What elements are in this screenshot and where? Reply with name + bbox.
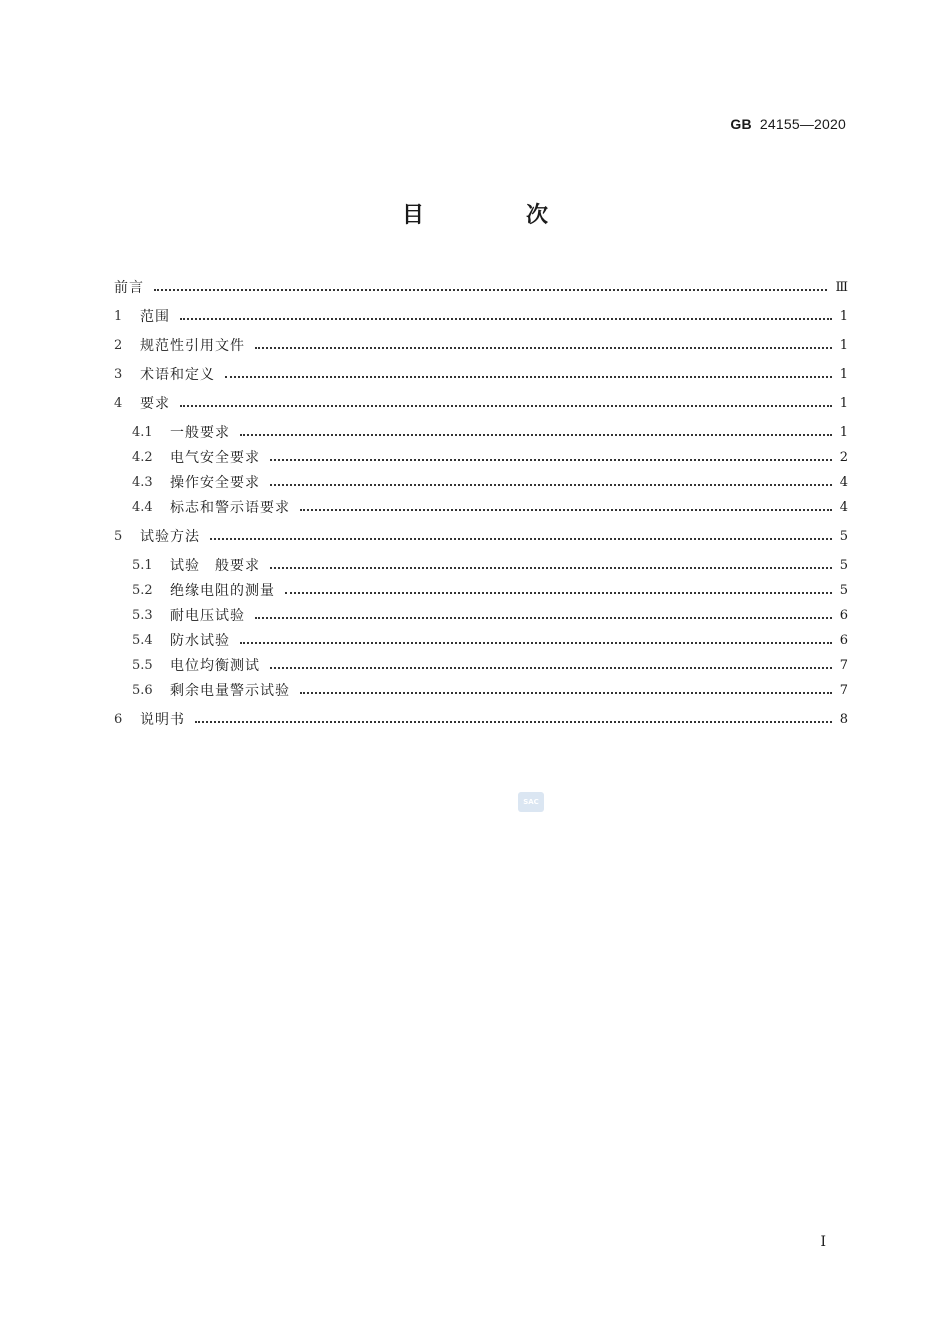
toc-entry[interactable] [132, 471, 848, 493]
toc-entry-number: 2 [114, 337, 123, 353]
standard-code [730, 116, 846, 132]
toc-entry[interactable] [132, 446, 848, 468]
toc-leader-dots [255, 615, 832, 619]
toc-entry-label: 说明书 [140, 712, 185, 728]
toc-entry-label: 标志和警示语要求 [170, 500, 290, 516]
toc-entry-label: 范围 [140, 309, 170, 325]
toc-entry[interactable] [132, 496, 848, 518]
toc-entry-label: 要求 [140, 396, 170, 412]
toc-entry-label: 试验 般要求 [170, 558, 260, 574]
toc-entry-label: 绝缘电阻的测量 [170, 583, 275, 599]
toc-entry-number: 5.5 [132, 657, 153, 673]
toc-entry-number: 4.1 [132, 424, 153, 440]
toc-leader-dots [210, 536, 832, 540]
toc-entry[interactable] [114, 276, 848, 298]
toc-entry-number: 5.6 [132, 682, 153, 698]
toc-entry[interactable] [132, 604, 848, 626]
toc-entry[interactable] [114, 363, 848, 385]
toc-leader-dots [300, 507, 832, 511]
toc-entry-page: Ⅲ [835, 279, 848, 295]
toc-leader-dots [154, 287, 827, 291]
toc-entry-number: 1 [114, 308, 123, 324]
toc-leader-dots [180, 403, 832, 407]
toc-entry-page: 5 [839, 528, 848, 544]
toc-entry-number: 6 [114, 711, 123, 727]
toc-entry-label: 术语和定义 [140, 367, 215, 383]
page-number: I [820, 1234, 826, 1250]
toc-leader-dots [270, 565, 832, 569]
toc-entry-number: 4.4 [132, 499, 153, 515]
toc-entry[interactable] [132, 679, 848, 701]
toc-entry-label: 前言 [114, 280, 144, 296]
toc-entry-page: 5 [839, 557, 848, 573]
toc-entry-page: 4 [839, 499, 848, 515]
toc-entry-number: 5.2 [132, 582, 153, 598]
toc-entry-page: 5 [839, 582, 848, 598]
toc-entry-label: 试验方法 [140, 529, 200, 545]
toc-entry-page: 6 [839, 607, 848, 623]
toc-entry-page: 4 [839, 474, 848, 490]
toc-entry-page: 1 [839, 366, 848, 382]
toc-entry-number: 4.3 [132, 474, 153, 490]
toc-entry-number: 4 [114, 395, 123, 411]
toc-entry[interactable] [132, 554, 848, 576]
sac-watermark-icon: SAC [518, 792, 544, 812]
toc-leader-dots [195, 719, 832, 723]
toc-entry-label: 一般要求 [170, 425, 230, 441]
toc-entry-page: 1 [839, 424, 848, 440]
page-title: 目 次 [401, 203, 588, 228]
toc-leader-dots [255, 345, 832, 349]
toc-entry-label: 操作安全要求 [170, 475, 260, 491]
toc-entry-page: 6 [839, 632, 848, 648]
toc-leader-dots [285, 590, 832, 594]
toc-entry-label: 规范性引用文件 [140, 338, 245, 354]
toc-entry-label: 耐电压试验 [170, 608, 245, 624]
toc-entry-page: 1 [839, 395, 848, 411]
toc-entry[interactable] [114, 525, 848, 547]
toc-entry[interactable] [114, 392, 848, 414]
toc-leader-dots [270, 482, 832, 486]
toc-leader-dots [240, 640, 832, 644]
toc-entry[interactable] [132, 421, 848, 443]
toc-entry-label: 剩余电量警示试验 [170, 683, 290, 699]
toc-entry[interactable] [114, 708, 848, 730]
toc-entry-page: 2 [839, 449, 848, 465]
toc-leader-dots [240, 432, 832, 436]
toc-leader-dots [225, 374, 832, 378]
toc-entry-number: 3 [114, 366, 123, 382]
toc-entry[interactable] [132, 579, 848, 601]
toc-leader-dots [270, 665, 832, 669]
toc-leader-dots [270, 457, 832, 461]
toc-entry[interactable] [132, 629, 848, 651]
toc-entry-number: 5 [114, 528, 123, 544]
toc-entry-page: 1 [839, 337, 848, 353]
toc-entry[interactable] [132, 654, 848, 676]
toc-entry-page: 8 [839, 711, 848, 727]
toc-entry-page: 1 [839, 308, 848, 324]
toc-leader-dots [180, 316, 832, 320]
toc-entry-number: 5.1 [132, 557, 153, 573]
toc-entry-label: 防水试验 [170, 633, 230, 649]
toc-entry-label: 电位均衡测试 [170, 658, 260, 674]
standard-number: 24155—2020 [759, 116, 846, 132]
toc-entry[interactable] [114, 334, 848, 356]
toc-leader-dots [300, 690, 832, 694]
toc-entry-number: 5.3 [132, 607, 153, 623]
toc-entry[interactable] [114, 305, 848, 327]
toc-entry-page: 7 [839, 682, 848, 698]
toc-entry-number: 5.4 [132, 632, 153, 648]
toc-entry-page: 7 [839, 657, 848, 673]
standard-prefix: GB [730, 116, 752, 132]
toc-entry-label: 电气安全要求 [170, 450, 260, 466]
toc-entry-number: 4.2 [132, 449, 153, 465]
